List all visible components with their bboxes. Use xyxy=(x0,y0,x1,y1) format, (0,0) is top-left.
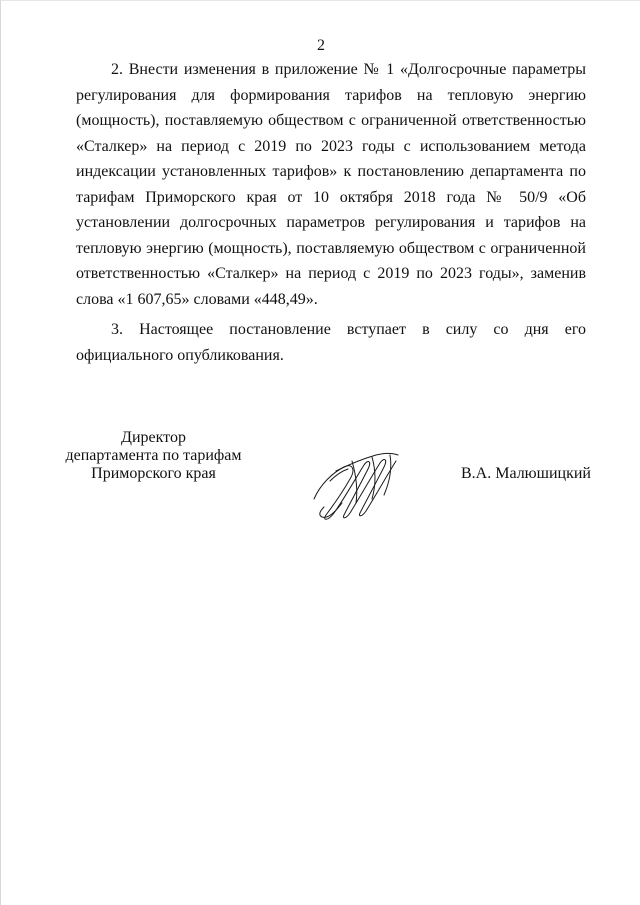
signatory-position-line: департамента по тарифам xyxy=(65,447,242,464)
handwritten-signature xyxy=(306,441,406,526)
signatory-position-line: Директор xyxy=(121,429,186,446)
signatory-name: В.А. Малюшицкий xyxy=(461,465,591,482)
paragraph-entry-into-force: 3. Настоящее постановление вступает в силу со дня его официального опубликования. xyxy=(76,321,586,364)
signatory-position-line: Приморского края xyxy=(91,465,216,482)
page-number: 2 xyxy=(317,37,325,54)
signature-block xyxy=(1,429,640,519)
document-body xyxy=(76,57,586,368)
paragraph-amendment: 2. Внести изменения в приложение № 1 «Долгосрочные параметры регулирования для формирования тарифов на тепловую энергию (мощность), поставляемую обществом с ограниченной ответственностью «Сталкер» на период с 2019 по 2023 годы с использованием метода индексации установленных тарифов» к постановлению департамента по тарифам Приморского края от 10 октября 2018 года № 50/9 «Об установлении долгосрочных параметров регулирования и тарифов на тепловую энергию (мощность), поставляемую обществом с ограниченной ответственностью «Сталкер» на период с 2019 по 2023 годы», заменив слова «1 607,65» словами «448,49». xyxy=(76,61,586,308)
signatory-position xyxy=(46,429,261,483)
